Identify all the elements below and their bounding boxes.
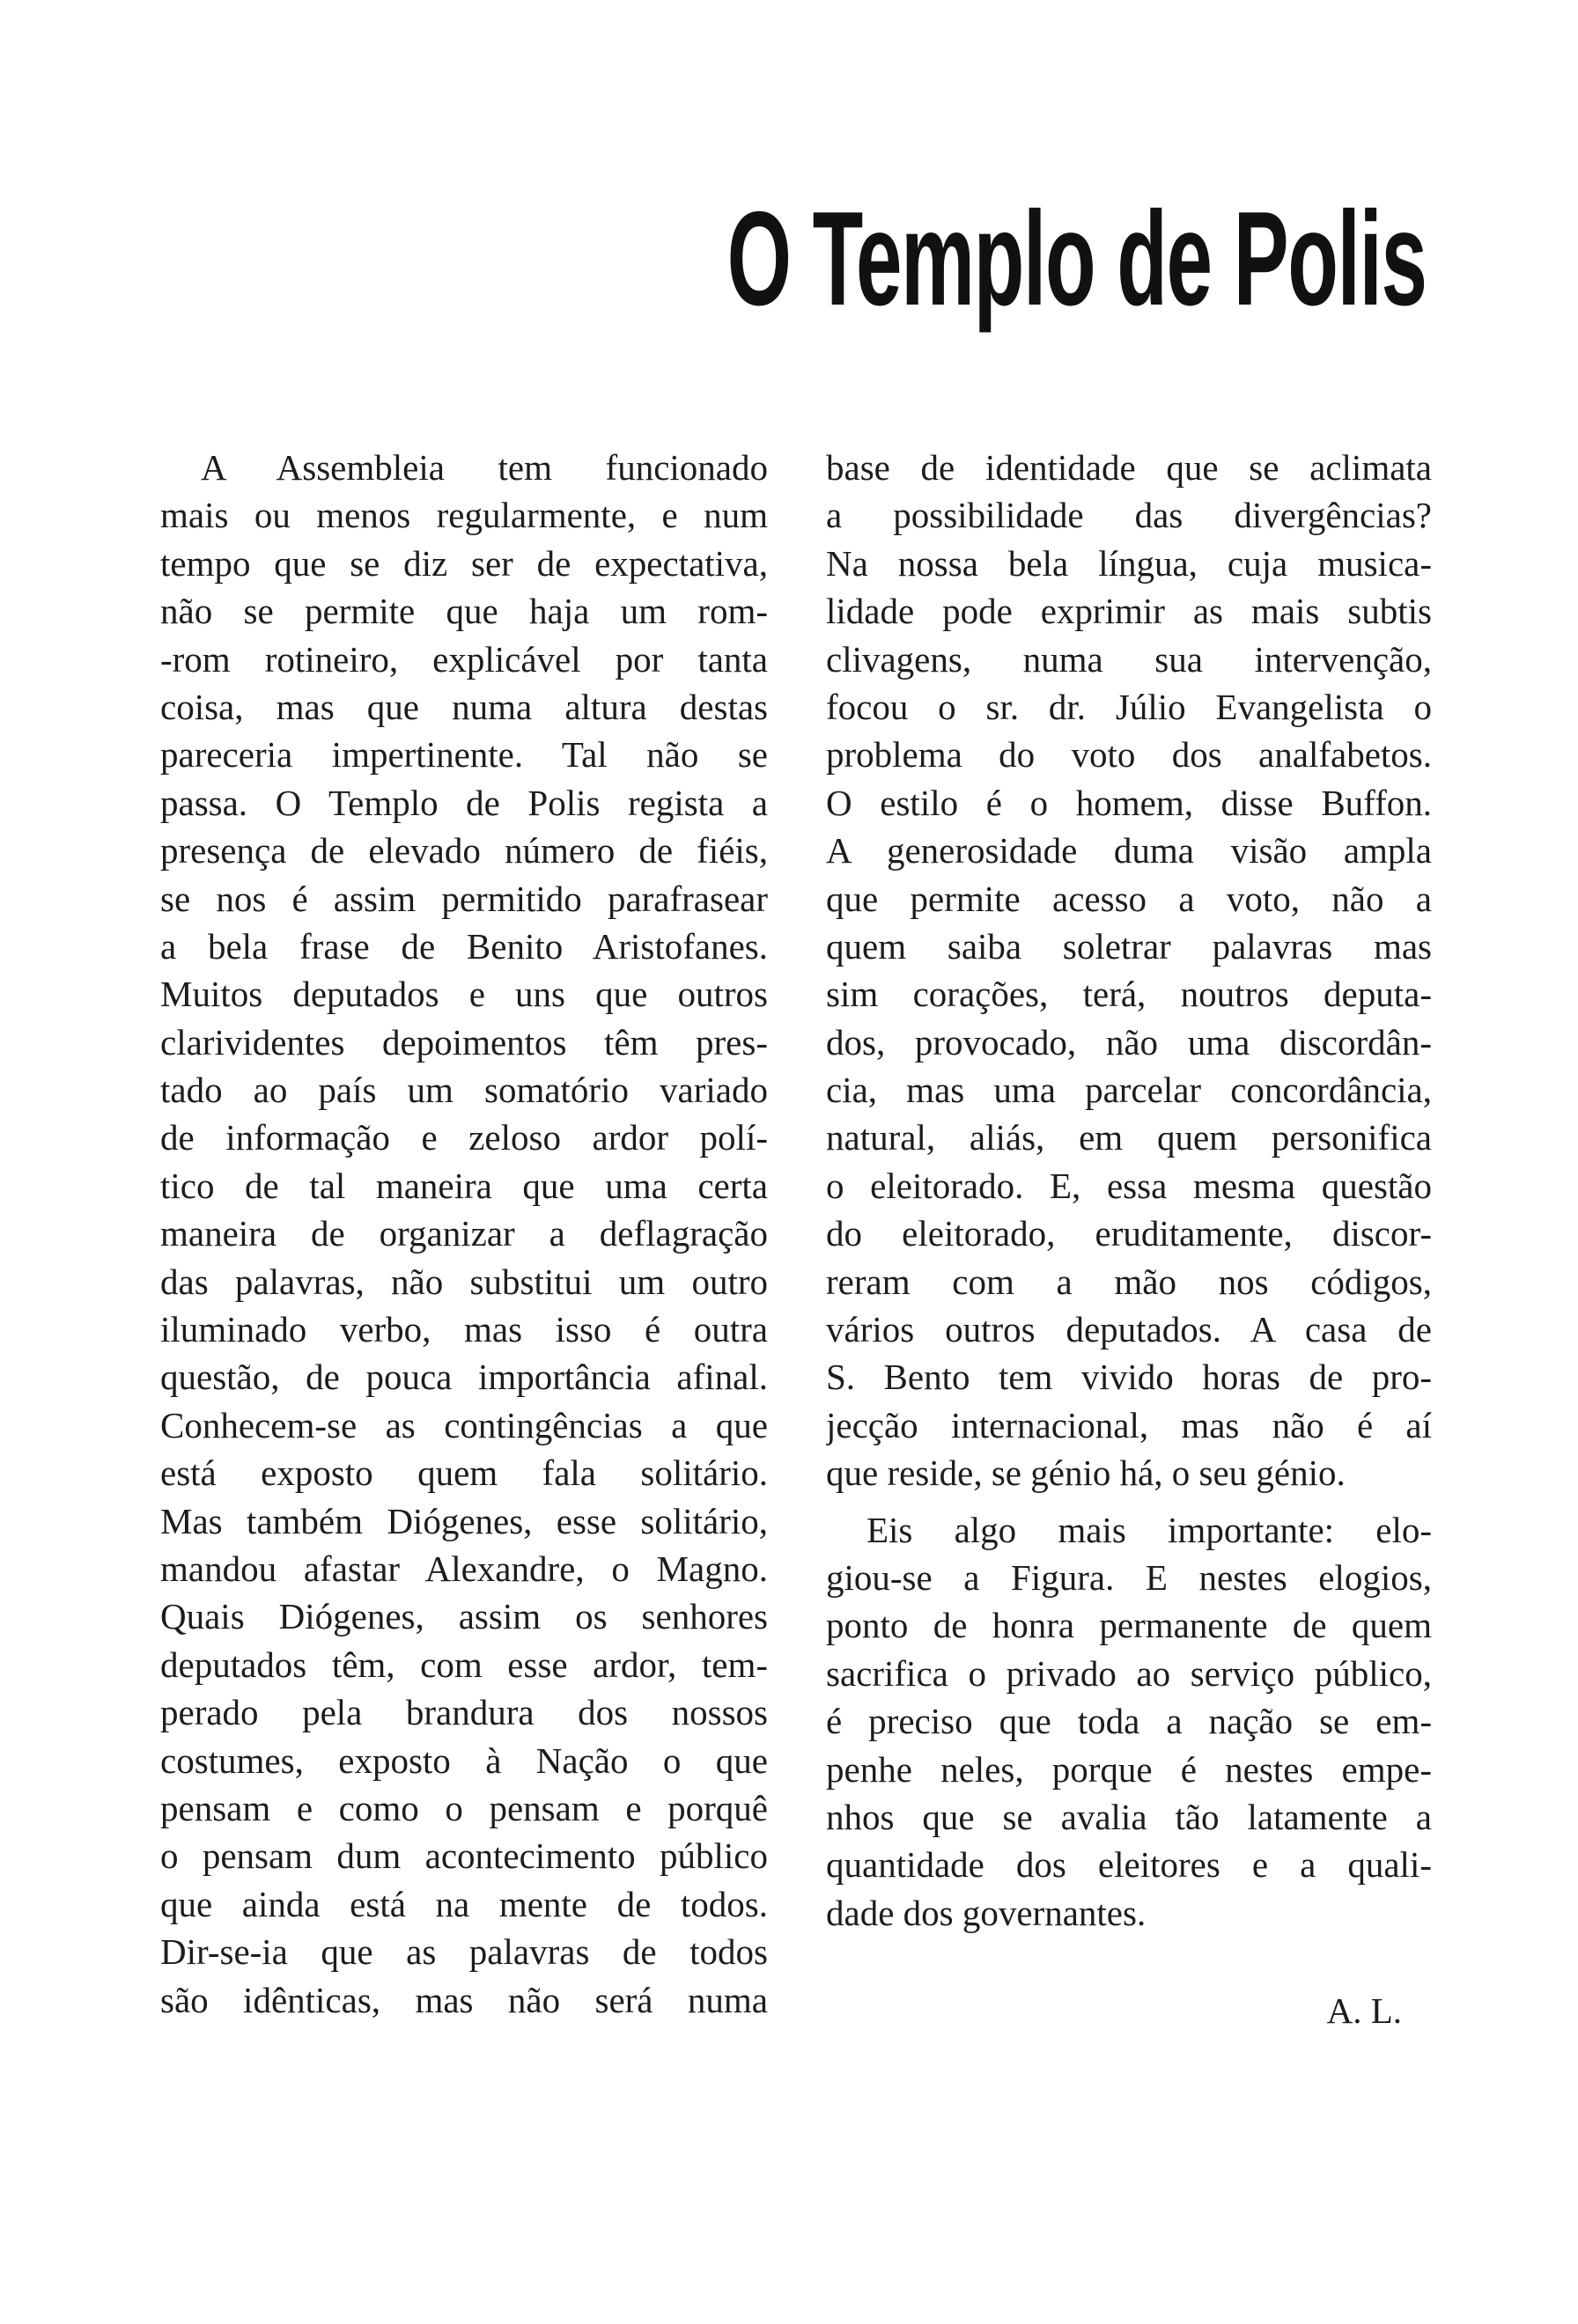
- text-line: tico de tal maneira que uma certa: [160, 1165, 768, 1206]
- text-line: nhos que se avalia tão latamente a: [826, 1796, 1432, 1837]
- text-line: a possibilidade das divergências?: [826, 495, 1432, 536]
- text-line: tempo que se diz ser de expectativa,: [160, 542, 768, 584]
- text-line: penhe neles, porque é nestes empe-: [826, 1748, 1432, 1790]
- text-line: giou-se a Figura. E nestes elogios,: [826, 1556, 1432, 1598]
- text-line: do eleitorado, eruditamente, discor-: [826, 1213, 1432, 1254]
- text-line: problema do voto dos analfabetos.: [826, 734, 1432, 776]
- text-line: passa. O Templo de Polis regista a: [160, 782, 768, 823]
- text-line: o eleitorado. E, essa mesma questão: [826, 1165, 1432, 1206]
- text-line: pareceria impertinente. Tal não se: [160, 734, 768, 776]
- text-line: Conhecem-se as contingências a que: [160, 1404, 768, 1445]
- text-line: mandou afastar Alexandre, o Magno.: [160, 1548, 768, 1589]
- text-line: que reside, se génio há, o seu génio.: [826, 1452, 1346, 1494]
- text-line: a bela frase de Benito Aristofanes.: [160, 925, 768, 967]
- author-signature: A. L.: [1326, 1990, 1402, 2031]
- text-line: de informação e zeloso ardor polí-: [160, 1117, 768, 1158]
- text-line: coisa, mas que numa altura destas: [160, 686, 768, 727]
- article-title: O Templo de Polis: [726, 184, 1427, 334]
- text-line: se nos é assim permitido parafrasear: [160, 878, 768, 919]
- text-line: cia, mas uma parcelar concordância,: [826, 1070, 1432, 1111]
- text-line: reram com a mão nos códigos,: [826, 1261, 1432, 1302]
- text-line: tado ao país um somatório variado: [160, 1070, 768, 1111]
- text-line: não se permite que haja um rom-: [160, 591, 768, 632]
- text-line: Dir-se-ia que as palavras de todos: [160, 1931, 768, 1973]
- text-line: quem saiba soletrar palavras mas: [826, 925, 1432, 967]
- text-line: sim corações, terá, noutros deputa-: [826, 974, 1432, 1015]
- text-line: A generosidade duma visão ampla: [826, 830, 1432, 872]
- text-line: clivagens, numa sua intervenção,: [826, 638, 1432, 680]
- text-line: natural, aliás, em quem personifica: [826, 1117, 1432, 1158]
- text-line: são idênticas, mas não será numa: [160, 1979, 768, 2020]
- text-line: Muitos deputados e uns que outros: [160, 974, 768, 1015]
- text-line: quantidade dos eleitores e a quali-: [826, 1844, 1432, 1886]
- text-line: Na nossa bela língua, cuja musica-: [826, 542, 1432, 584]
- text-line: vários outros deputados. A casa de: [826, 1309, 1432, 1350]
- text-line: Eis algo mais importante: elo-: [866, 1509, 1432, 1550]
- right-paragraph-1: [826, 444, 1432, 1497]
- text-line: S. Bento tem vivido horas de pro-: [826, 1357, 1432, 1398]
- text-line: focou o sr. dr. Júlio Evangelista o: [826, 686, 1432, 727]
- text-line: O estilo é o homem, disse Buffon.: [826, 782, 1432, 823]
- text-line: -rom rotineiro, explicável por tanta: [160, 638, 768, 680]
- text-line: Mas também Diógenes, esse solitário,: [160, 1500, 768, 1541]
- text-line: sacrifica o privado ao serviço público,: [826, 1652, 1432, 1694]
- text-line: das palavras, não substitui um outro: [160, 1261, 768, 1302]
- text-line: pensam e como o pensam e porquê: [160, 1787, 768, 1828]
- text-line: lidade pode exprimir as mais subtis: [826, 591, 1432, 632]
- text-line: costumes, exposto à Nação o que: [160, 1739, 768, 1781]
- text-line: questão, de pouca importância afinal.: [160, 1357, 768, 1398]
- text-line: presença de elevado número de fiéis,: [160, 830, 768, 872]
- text-line: é preciso que toda a nação se em-: [826, 1701, 1432, 1742]
- text-line: clarividentes depoimentos têm pres-: [160, 1021, 768, 1063]
- text-line: perado pela brandura dos nossos: [160, 1692, 768, 1733]
- text-line: deputados têm, com esse ardor, tem-: [160, 1644, 768, 1685]
- right-column: [826, 444, 1432, 1937]
- text-line: base de identidade que se aclimata: [826, 447, 1432, 488]
- right-paragraph-2: [826, 1506, 1432, 1938]
- text-line: jecção internacional, mas não é aí: [826, 1404, 1432, 1445]
- text-line: iluminado verbo, mas isso é outra: [160, 1309, 768, 1350]
- text-line: maneira de organizar a deflagração: [160, 1213, 768, 1254]
- text-line: ponto de honra permanente de quem: [826, 1605, 1432, 1646]
- text-line: mais ou menos regularmente, e num: [160, 495, 768, 536]
- paragraph-gap: [826, 1497, 1432, 1506]
- text-line: dos, provocado, não uma discordân-: [826, 1021, 1432, 1063]
- text-line: que permite acesso a voto, não a: [826, 878, 1432, 919]
- text-line: Quais Diógenes, assim os senhores: [160, 1596, 768, 1637]
- text-line: dade dos governantes.: [826, 1892, 1147, 1933]
- text-line: está exposto quem fala solitário.: [160, 1452, 768, 1494]
- text-line: A Assembleia tem funcionado: [201, 447, 768, 488]
- text-line: que ainda está na mente de todos.: [160, 1883, 768, 1924]
- text-line: o pensam dum acontecimento público: [160, 1835, 768, 1877]
- left-column: [160, 444, 768, 2024]
